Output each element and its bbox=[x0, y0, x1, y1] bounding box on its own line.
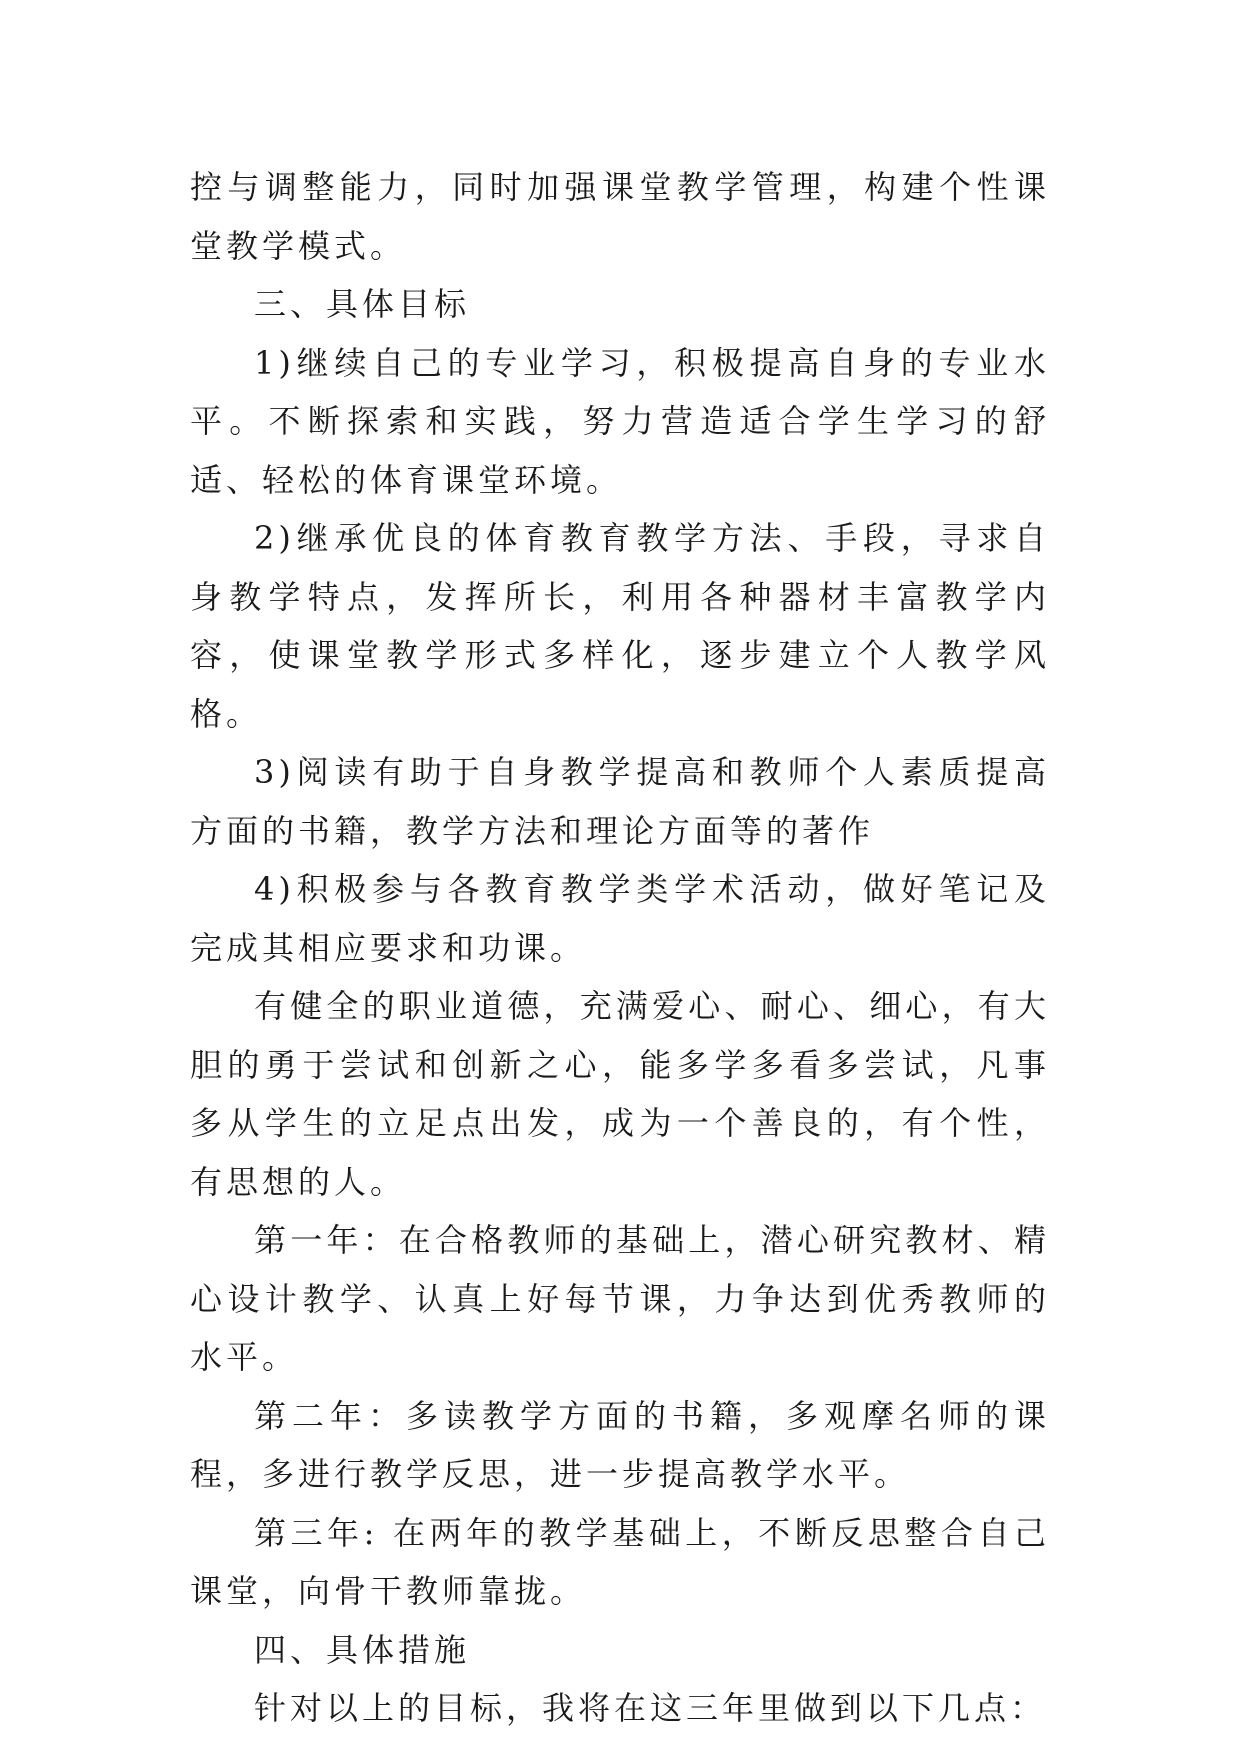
paragraph-continuation: 控与调整能力，同时加强课堂教学管理，构建个性课堂教学模式。 bbox=[190, 168, 1050, 265]
measures-intro: 针对以上的目标，我将在这三年里做到以下几点： bbox=[254, 1689, 1047, 1727]
goal-item-2: 2)继承优良的体育教育教学方法、手段，寻求自身教学特点，发挥所长，利用各种器材丰富教学内容，使课堂教学形式多样化，逐步建立个人教学风格。 bbox=[190, 519, 1050, 733]
document-body bbox=[190, 158, 1050, 1738]
year-2-plan: 第二年：多读教学方面的书籍，多观摩名师的课程，多进行教学反思，进一步提高教学水平。 bbox=[190, 1396, 1050, 1493]
goal-item-4: 4)积极参与各教育教学类学术活动，做好笔记及完成其相应要求和功课。 bbox=[190, 870, 1050, 967]
goal-item-3: 3)阅读有助于自身教学提高和教师个人素质提高方面的书籍，教学方法和理论方面等的著作 bbox=[190, 753, 1050, 850]
section-heading-4: 四、具体措施 bbox=[254, 1630, 471, 1669]
ethics-paragraph: 有健全的职业道德，充满爱心、耐心、细心，有大胆的勇于尝试和创新之心，能多学多看多尝试，凡事多从学生的立足点出发，成为一个善良的，有个性，有思想的人。 bbox=[190, 987, 1050, 1201]
year-3-plan: 第三年: 在两年的教学基础上，不断反思整合自己课堂，向骨干教师靠拢。 bbox=[190, 1513, 1050, 1610]
section-heading-3: 三、具体目标 bbox=[254, 285, 471, 323]
goal-item-1: 1)继续自己的专业学习，积极提高自身的专业水平。不断探索和实践，努力营造适合学生学习的舒适、轻松的体育课堂环境。 bbox=[190, 343, 1050, 499]
year-1-plan: 第一年：在合格教师的基础上，潜心研究教材、精心设计教学、认真上好每节课，力争达到优秀教师的水平。 bbox=[190, 1221, 1050, 1376]
